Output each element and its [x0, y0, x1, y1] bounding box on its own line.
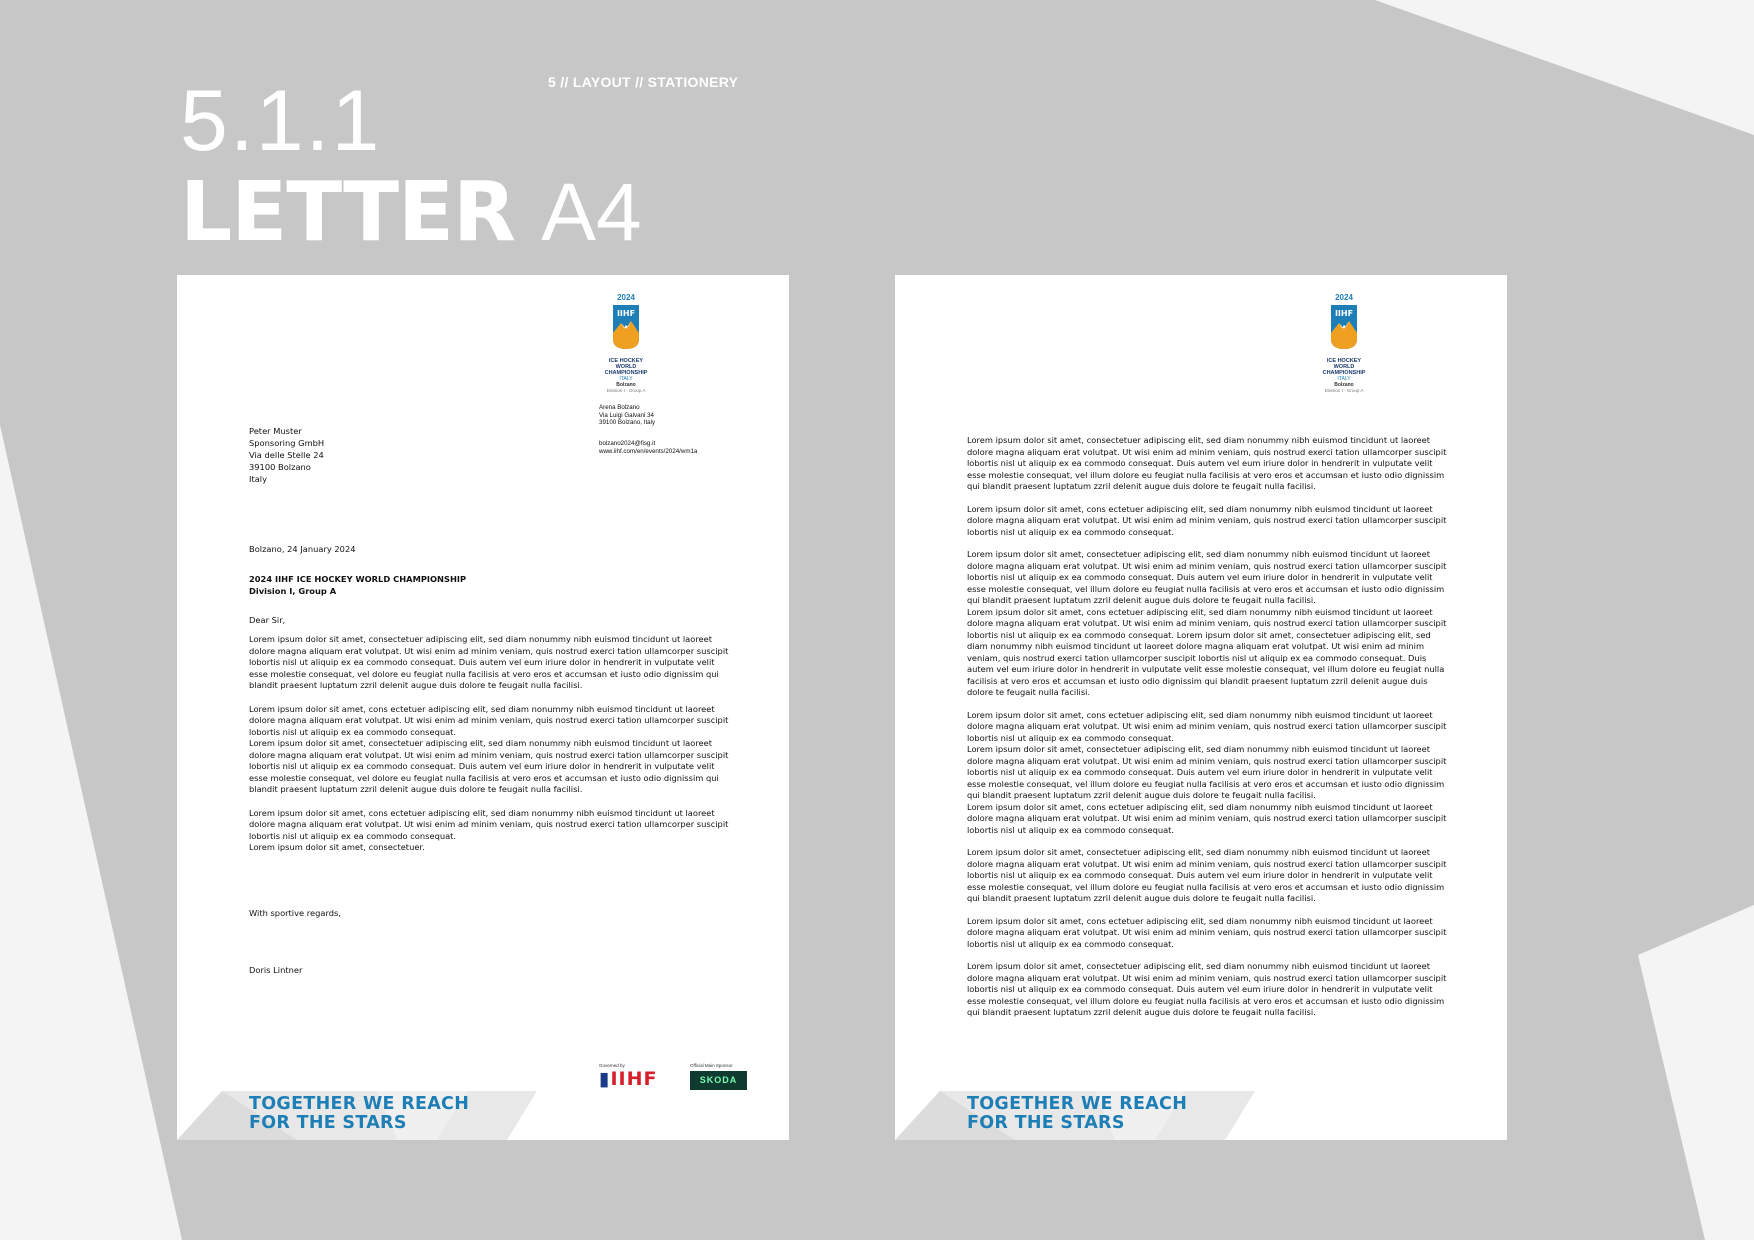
slogan-line1: TOGETHER WE REACH	[967, 1094, 1188, 1114]
sender-contact: bolzano2024@fisg.it www.iihf.com/en/events/2024/wm1a	[599, 440, 698, 455]
signature-name: Doris Lintner	[249, 965, 303, 975]
championship-logo	[591, 293, 661, 394]
sponsor-block	[690, 1063, 747, 1090]
paragraph: Lorem ipsum dolor sit amet, cons ectetuer adipiscing elit, sed diam nonummy nibh euismod tincidunt ut laoreet dolore magna aliquam erat volutpat. Ut wisi enim ad minim veniam, quis nostrud exerci tation ullamcorper suscipit lobortis nisl ut aliquip ex ea commodo consequat.	[967, 503, 1447, 537]
section-label: 5 // LAYOUT // STATIONERY	[548, 74, 739, 90]
slogan	[967, 1095, 1187, 1133]
paragraph: Lorem ipsum dolor sit amet, consectetuer adipiscing elit, sed diam nonummy nibh euismod tincidunt ut laoreet dolore magna aliquam erat volutpat. Ut wisi enim ad minim veniam, quis nostrud exerci tation ullamcorper suscipit lobortis nisl ut aliquip ex ea commodo consequat. Duis autem vel eum iriure dolor in hendrerit in vulputate velit esse molestie consequat, vel dolore eu feugiat nulla facilisis at vero eros et accumsan et iusto odio dignissim qui blandit praesent luptatum zzril delenit augue duis dolore te feugait nulla facilisi.	[249, 634, 729, 690]
logo-city: Bolzano	[1334, 382, 1354, 388]
logo-line1: ICE HOCKEY	[1326, 358, 1362, 364]
letter-subject: 2024 IIHF ICE HOCKEY WORLD CHAMPIONSHIP Division I, Group A	[249, 574, 467, 596]
logo-line1: ICE HOCKEY	[608, 358, 644, 364]
paragraph: Lorem ipsum dolor sit amet, cons ectetuer adipiscing elit, sed diam nonummy nibh euismod tincidunt ut laoreet dolore magna aliquam erat volutpat. Ut wisi enim ad minim veniam, quis nostrud exerci tation ullamcorper suscipit lobortis nisl ut aliquip ex ea commodo consequat. Lorem ipsum dolor sit amet, consectetuer adipiscing elit, sed diam nonummy nibh euismod tincidunt ut laoreet dolore magna aliquam erat volutpat. Ut wisi enim ad minim veniam, quis nostrud exerci tation ullamcorper suscipit lobortis nisl ut aliquip ex ea commodo consequat. Duis autem vel eum iriure dolor in hendrerit in vulputate velit esse molestie consequat, vel dolore eu feugiat nulla facilisis at vero eros et accumsan et iusto odio dignissim qui blandit praesent luptatum zzril delenit augue duis dolore te feugait nulla facilisi.	[249, 703, 729, 794]
paragraph: Lorem ipsum dolor sit amet, consectetuer adipiscing elit, sed diam nonummy nibh euismod tincidunt ut laoreet dolore magna aliquam erat volutpat. Ut wisi enim ad minim veniam, quis nostrud exerci tation ullamcorper suscipit lobortis nisl ut aliquip ex ea commodo consequat. Duis autem vel eum iriure dolor in hendrerit in vulputate velit esse molestie consequat, vel illum dolore eu feugiat nulla facilisis at vero eros et accumsan et iusto odio dignissim qui blandit praesent luptatum zzril delenit augue duis dolore te feugait nulla facilisi.	[967, 847, 1447, 903]
governed-by-block	[599, 1063, 658, 1090]
iihf-logo: ▮IIHF	[599, 1068, 658, 1090]
logo-city: Bolzano	[616, 382, 636, 388]
logo-line3: CHAMPIONSHIP	[1322, 370, 1366, 376]
logo-country: ITALY	[619, 376, 633, 382]
svg-text:IIHF: IIHF	[1334, 309, 1354, 318]
title-light: A4	[541, 167, 642, 258]
logo-year: 2024	[1335, 293, 1353, 302]
letter-page-1	[177, 275, 789, 1140]
paragraph: Lorem ipsum dolor sit amet, cons ectetuer adipiscing elit, sed diam nonummy nibh euismod tincidunt ut laoreet dolore magna aliquam erat volutpat. Ut wisi enim ad minim veniam, quis nostrud exerci tation ullamcorper suscipit lobortis nisl ut aliquip ex ea commodo consequat. Lorem ipsum dolor sit amet, consectetuer.	[249, 807, 729, 852]
skoda-logo: SKODA	[690, 1071, 747, 1090]
letter-date: Bolzano, 24 January 2024	[249, 544, 356, 554]
letter-page-2	[895, 275, 1507, 1140]
page2-body	[967, 435, 1451, 1019]
page-title	[180, 165, 642, 260]
slogan	[249, 1095, 469, 1133]
slogan-line2: FOR THE STARS	[249, 1113, 407, 1133]
sender-address: Arena Bolzano Via Luigi Galvani 34 39100 Bolzano, Italy	[599, 404, 656, 427]
paragraph: Lorem ipsum dolor sit amet, consectetuer adipiscing elit, sed diam nonummy nibh euismod tincidunt ut laoreet dolore magna aliquam erat volutpat. Ut wisi enim ad minim veniam, quis nostrud exerci tation ullamcorper suscipit lobortis nisl ut aliquip ex ea commodo consequat. Duis autem vel eum iriure dolor in hendrerit in vulputate velit esse molestie consequat, vel illum dolore eu feugiat nulla facilisis at vero eros et accumsan et iusto odio dignissim qui blandit praesent luptatum zzril delenit augue duis dolore te feugait nulla facilisi.	[967, 961, 1447, 1017]
salutation: Dear Sir,	[249, 615, 286, 625]
letter-body	[249, 634, 729, 854]
logo-line3: CHAMPIONSHIP	[604, 370, 648, 376]
paragraph: Lorem ipsum dolor sit amet, consectetuer adipiscing elit, sed diam nonummy nibh euismod tincidunt ut laoreet dolore magna aliquam erat volutpat. Ut wisi enim ad minim veniam, quis nostrud exerci tation ullamcorper suscipit lobortis nisl ut aliquip ex ea commodo consequat. Duis autem vel eum iriure dolor in hendrerit in vulputate velit esse molestie consequat, vel illum dolore eu feugiat nulla facilisis at vero eros et accumsan et iusto odio dignissim qui blandit praesent luptatum zzril delenit augue duis dolore te feugait nulla facilisi. Lorem ipsum dolor sit amet, cons ectetuer adipiscing elit, sed diam nonummy nibh euismod tincidunt ut laoreet dolore magna aliquam erat volutpat. Ut wisi enim ad minim veniam, quis nostrud exerci tation ullamcorper suscipit lobortis nisl ut aliquip ex ea commodo consequat. Lorem ipsum dolor sit amet, consectetuer adipiscing elit, sed diam nonummy nibh euismod tincidunt ut laoreet dolore magna aliquam erat volutpat. Ut wisi enim ad minim veniam, quis nostrud exerci tation ullamcorper suscipit lobortis nisl ut aliquip ex ea commodo consequat. Duis autem vel eum iriure dolor in hendrerit in vulputate velit esse molestie consequat, vel illum dolore eu feugiat nulla facilisis at vero eros et accumsan et iusto odio dignissim qui blandit praesent luptatum zzril delenit augue duis dolore te feugait nulla facilisi.	[967, 549, 1447, 697]
sponsor-label: Official Main Sponsor	[690, 1063, 733, 1068]
logo-line2: WORLD	[1333, 364, 1355, 370]
title-bold: LETTER	[180, 165, 516, 260]
recipient-address: Peter Muster Sponsoring GmbH Via delle Stelle 24 39100 Bolzano Italy	[249, 426, 325, 484]
slogan-line2: FOR THE STARS	[967, 1113, 1125, 1133]
closing: With sportive regards,	[249, 908, 341, 918]
paragraph: Lorem ipsum dolor sit amet, cons ectetuer adipiscing elit, sed diam nonummy nibh euismod tincidunt ut laoreet dolore magna aliquam erat volutpat. Ut wisi enim ad minim veniam, quis nostrud exerci tation ullamcorper suscipit lobortis nisl ut aliquip ex ea commodo consequat. Lorem ipsum dolor sit amet, consectetuer adipiscing elit, sed diam nonummy nibh euismod tincidunt ut laoreet dolore magna aliquam erat volutpat. Ut wisi enim ad minim veniam, quis nostrud exerci tation ullamcorper suscipit lobortis nisl ut aliquip ex ea commodo consequat. Duis autem vel eum iriure dolor in hendrerit in vulputate velit esse molestie consequat, vel illum dolore eu feugiat nulla facilisis at vero eros et accumsan et iusto odio dignissim qui blandit praesent luptatum zzril delenit augue duis dolore te feugait nulla facilisi. Lorem ipsum dolor sit amet, cons ectetuer adipiscing elit, sed diam nonummy nibh euismod tincidunt ut laoreet dolore magna aliquam erat volutpat. Ut wisi enim ad minim veniam, quis nostrud exerci tation ullamcorper suscipit lobortis nisl ut aliquip ex ea commodo consequat.	[967, 709, 1447, 835]
svg-text:IIHF: IIHF	[616, 309, 636, 318]
logo-year: 2024	[617, 293, 635, 302]
logo-country: ITALY	[1337, 376, 1351, 382]
hockey-badge-icon	[1329, 303, 1359, 351]
paragraph: Lorem ipsum dolor sit amet, cons ectetuer adipiscing elit, sed diam nonummy nibh euismod tincidunt ut laoreet dolore magna aliquam erat volutpat. Ut wisi enim ad minim veniam, quis nostrud exerci tation ullamcorper suscipit lobortis nisl ut aliquip ex ea commodo consequat.	[967, 915, 1447, 949]
championship-logo	[1309, 293, 1379, 394]
paragraph: Lorem ipsum dolor sit amet, consectetuer adipiscing elit, sed diam nonummy nibh euismod tincidunt ut laoreet dolore magna aliquam erat volutpat. Ut wisi enim ad minim veniam, quis nostrud exerci tation ullamcorper suscipit lobortis nisl ut aliquip ex ea commodo consequat. Duis autem vel eum iriure dolor in hendrerit in vulputate velit esse molestie consequat, vel illum dolore eu feugiat nulla facilisis at vero eros et accumsan et iusto odio dignissim qui blandit praesent luptatum zzril delenit augue duis dolore te feugait nulla facilisi.	[967, 435, 1447, 491]
logo-division: Division I - Group A	[1324, 388, 1364, 393]
logo-line2: WORLD	[615, 364, 637, 370]
logo-division: Division I - Group A	[606, 388, 646, 393]
governed-by-label: Governed by	[599, 1063, 625, 1068]
section-number: 5.1.1	[180, 73, 382, 169]
hockey-badge-icon	[611, 303, 641, 351]
slogan-line1: TOGETHER WE REACH	[249, 1094, 470, 1114]
